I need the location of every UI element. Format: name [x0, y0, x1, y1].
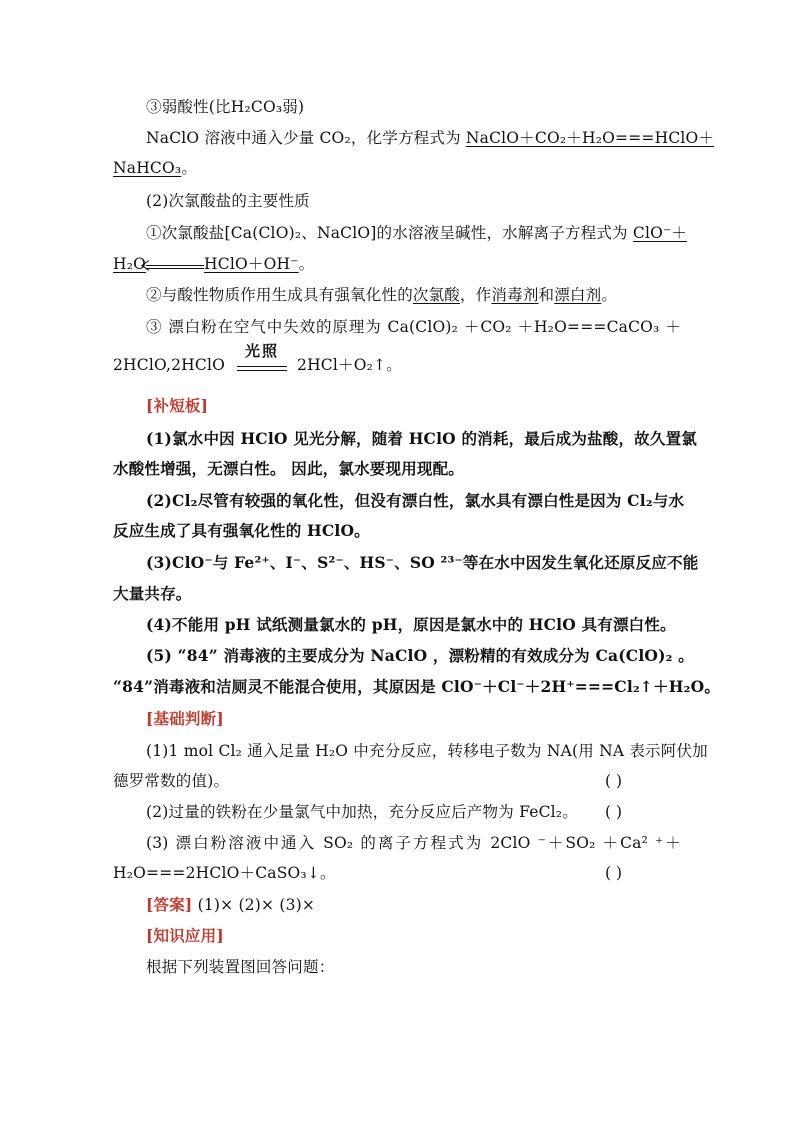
judge-3-line-a: (3) 漂白粉溶液中通入 SO₂ 的离子方程式为 2ClO ⁻＋SO₂ ＋Ca² ⁺＋: [146, 834, 681, 852]
text-line-hydrolysis-eq: H₂O HClO＋OH⁻。: [113, 255, 315, 273]
answer-bracket-2[interactable]: ( ): [605, 803, 623, 821]
note-3-line-b: 大量共存。: [113, 584, 192, 603]
text-line-acid-reaction: ②与酸性物质作用生成具有强氧化性的次氯酸，作消毒剂和漂白剂。: [146, 286, 618, 304]
text-line-weak-acid: ③弱酸性(比H₂CO₃弱): [146, 98, 305, 116]
text-line-bleach-failure: ③ 漂白粉在空气中失效的原理为 Ca(ClO)₂ ＋CO₂ ＋H₂O===CaCO₃ ＋: [146, 318, 681, 336]
text-line-hydrolysis: ①次氯酸盐[Ca(ClO)₂、NaClO]的水溶液呈碱性，水解离子方程式为 ClO⁻＋: [146, 224, 688, 242]
note-3-line-a: (3)ClO⁻与 Fe²⁺、I⁻、S²⁻、HS⁻、SO ²³⁻等在水中因发生氧化还原反应不能: [146, 553, 699, 572]
text-line-naclo-co2: NaClO 溶液中通入少量 CO₂，化学方程式为 NaClO＋CO₂＋H₂O===HClO＋: [146, 129, 715, 147]
answer-line: [答案] (1)× (2)× (3)×: [146, 895, 316, 914]
note-5-line-a: (5) “84” 消毒液的主要成分为 NaClO ，漂粉精的有效成分为 Ca(ClO)₂ 。: [146, 646, 694, 665]
answer-bracket-3[interactable]: ( ): [605, 864, 623, 882]
light-condition-arrow-icon: 光照: [237, 354, 287, 376]
note-4: (4)不能用 pH 试纸测量氯水的 pH，原因是氯水中的 HClO 具有漂白性。: [146, 615, 676, 634]
note-2-line-b: 反应生成了具有强氧化性的 HClO。: [113, 521, 370, 540]
answer-bracket-1[interactable]: ( ): [605, 772, 623, 790]
text-line-bleach-failure-eq: 2HClO,2HClO 光照 2HCl＋O₂↑。: [113, 342, 402, 374]
text-line-nahco3: NaHCO₃。: [113, 159, 198, 177]
judge-3-line-b: H₂O===2HClO＋CaSO₃↓。: [113, 864, 336, 882]
judge-2: (2)过量的铁粉在少量氯气中加热，充分反应后产物为 FeCl₂。: [146, 803, 578, 821]
note-1-line-b: 水酸性增强，无漂白性。 因此，氯水要现用现配。: [113, 459, 464, 478]
judge-1-line-b: 德罗常数的值)。: [113, 772, 230, 790]
section-heading-hypochlorite: (2)次氯酸盐的主要性质: [146, 192, 310, 210]
judge-1-line-a: (1)1 mol Cl₂ 通入足量 H₂O 中充分反应，转移电子数为 NA(用 NA 表示阿伏加: [146, 742, 708, 760]
tag-buduanban: [补短板]: [146, 396, 209, 415]
tag-zhishi-yingyong: [知识应用]: [146, 926, 224, 945]
reversible-arrow-icon: [146, 253, 204, 275]
tag-jichu-panduan: [基础判断]: [146, 709, 224, 728]
note-1-line-a: (1)氯水中因 HClO 见光分解，随着 HClO 的消耗，最后成为盐酸，故久置氯: [146, 429, 697, 448]
note-5-line-b: “84”消毒液和洁厕灵不能混合使用，其原因是 ClO⁻＋Cl⁻＋2H⁺===Cl₂↑＋H₂O。: [113, 677, 721, 696]
note-2-line-a: (2)Cl₂尽管有较强的氧化性，但没有漂白性，氯水具有漂白性是因为 Cl₂与水: [146, 491, 685, 510]
question-intro: 根据下列装置图回答问题：: [146, 958, 335, 976]
